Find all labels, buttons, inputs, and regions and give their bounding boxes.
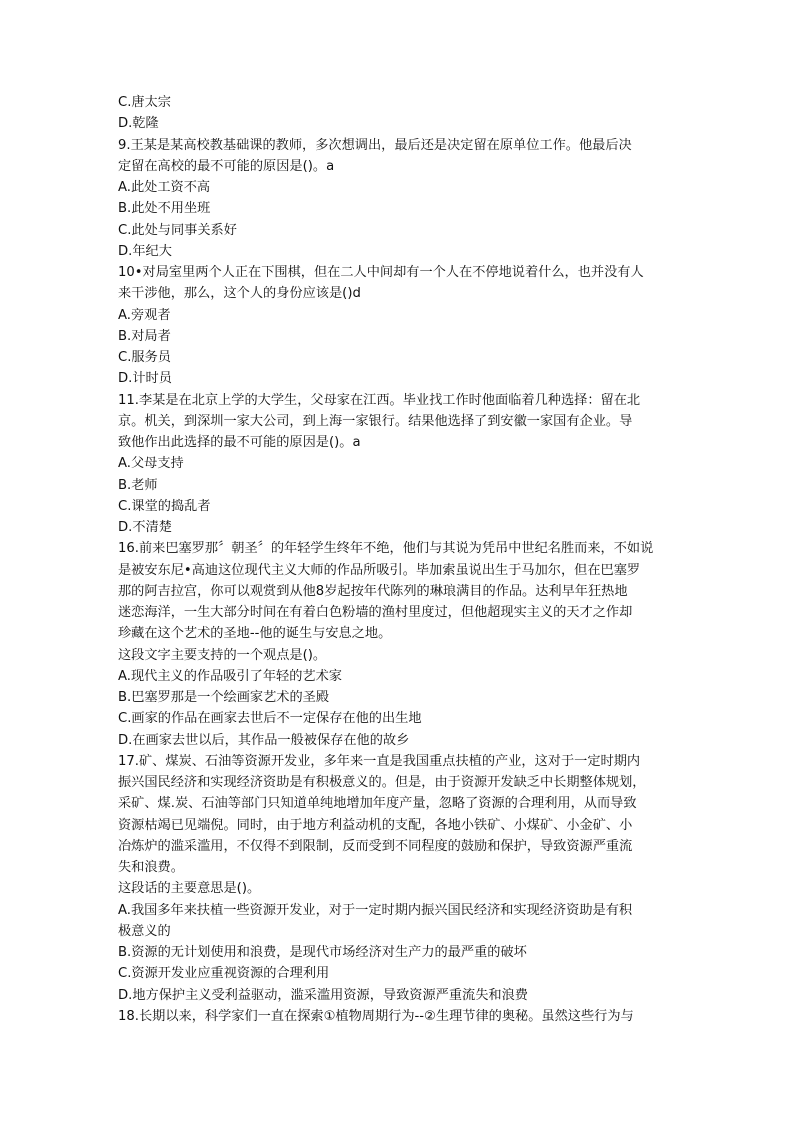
text-line: 致他作出此选择的最不可能的原因是()。a xyxy=(118,435,361,450)
option-line: C.资源开发业应重视资源的合理利用 xyxy=(118,966,330,982)
option-line: D.地方保护主义受利益驱动，滥采滥用资源，导致资源严重流失和浪费 xyxy=(118,987,528,1003)
text-line: 采矿、煤.炭、石油等部门只知道单纯地增加年度产量，忽略了资源的合理利用，从而导致 xyxy=(118,796,637,812)
option-line: A.旁观者 xyxy=(118,307,171,323)
option-line: A.父母支持 xyxy=(118,456,184,472)
question-11-line: 11.李某是在北京上学的大学生，父母家在江西。毕业找工作时他面临着几种选择：留在北 xyxy=(118,392,641,408)
text-line: C.唐太宗 xyxy=(118,95,171,110)
text-line: D.乾隆 xyxy=(118,116,159,132)
option-line: A.我国多年来扶植一些资源开发业，对于一定时期内振兴国民经济和实现经济资助是有积 xyxy=(118,902,633,918)
question-9-line: 9.王某是某高校教基础课的教师，多次想调出，最后还是决定留在原单位工作。他最后决 xyxy=(118,137,632,153)
option-line: C.画家的作品在画家去世后不一定保存在他的出生地 xyxy=(118,711,422,727)
text-line: 失和浪费。 xyxy=(118,860,184,875)
option-line: B.此处不用坐班 xyxy=(118,201,211,217)
text-line: 资源枯竭已见端倪。同时，由于地方利益动机的支配，各地小铁矿、小煤矿、小金矿、小 xyxy=(118,817,633,833)
text-line: 那的阿吉拉宫，你可以观赏到从他8岁起按年代陈列的琳琅满目的作品。达利早年狂热地 xyxy=(118,583,628,599)
text-line: 来干涉他，那么，这个人的身份应该是()d xyxy=(118,286,361,302)
text-line: 是被安东尼•高迪这位现代主义大师的作品所吸引。毕加索虽说出生于马加尔，但在巴塞罗 xyxy=(118,562,641,578)
option-line: D.不清楚 xyxy=(118,520,172,535)
option-line: B.对局者 xyxy=(118,328,171,344)
option-line: C.此处与同事关系好 xyxy=(118,222,237,238)
option-line: A.现代主义的作品吸引了年轻的艺术家 xyxy=(118,668,342,684)
option-line: B.资源的无计划使用和浪费，是现代市场经济对生产力的最严重的破坏 xyxy=(118,945,527,960)
question-16-line: 16.前来巴塞罗那〞朝圣〞的年轻学生终年不绝，他们与其说为凭吊中世纪名胜而来，不如说 xyxy=(118,541,654,557)
text-line: 冶炼炉的滥采滥用，不仅得不到限制，反而受到不同程度的鼓励和保护，导致资源严重流 xyxy=(118,838,633,854)
text-line: 振兴国民经济和实现经济资助是有积极意义的。但是，由于资源开发缺乏中长期整体规划， xyxy=(118,775,646,790)
question-17-line: 17.矿、煤炭、石油等资源开发业，多年来一直是我国重点扶植的产业，这对于一定时期内 xyxy=(118,753,641,769)
option-line: D.年纪大 xyxy=(118,243,172,259)
text-line: 极意义的 xyxy=(118,923,171,939)
text-line: 珍藏在这个艺术的圣地--他的诞生与安息之地。 xyxy=(118,626,392,642)
question-18-line: 18.长期以来，科学家们一直在探索①植物周期行为--②生理节律的奥秘。虽然这些行为与 xyxy=(118,1008,634,1024)
option-line: D.计时员 xyxy=(118,371,172,387)
text-line: 这段话的主要意思是()。 xyxy=(118,881,261,897)
option-line: D.在画家去世以后，其作品一般被保存在他的故乡 xyxy=(118,732,410,748)
text-line: 迷恋海洋，一生大部分时间在有着白色粉墙的渔村里度过，但他超现实主义的天才之作却 xyxy=(118,605,633,620)
document-page xyxy=(118,92,678,1027)
option-line: B.老师 xyxy=(118,477,158,493)
question-10-line: 10•对局室里两个人正在下围棋，但在二人中间却有一个人在不停地说着什么，也并没有人 xyxy=(118,265,644,280)
option-line: C.课堂的捣乱者 xyxy=(118,498,211,514)
option-line: C.服务员 xyxy=(118,350,171,365)
text-line: 这段文字主要支持的一个观点是()。 xyxy=(118,647,327,663)
text-line: 京。机关，到深圳一家大公司，到上海一家银行。结果他选择了到安徽一家国有企业。导 xyxy=(118,413,633,429)
option-line: A.此处工资不高 xyxy=(118,180,211,195)
option-line: B.巴塞罗那是一个绘画家艺术的圣殿 xyxy=(118,690,330,705)
text-line: 定留在高校的最不可能的原因是()。a xyxy=(118,158,335,174)
